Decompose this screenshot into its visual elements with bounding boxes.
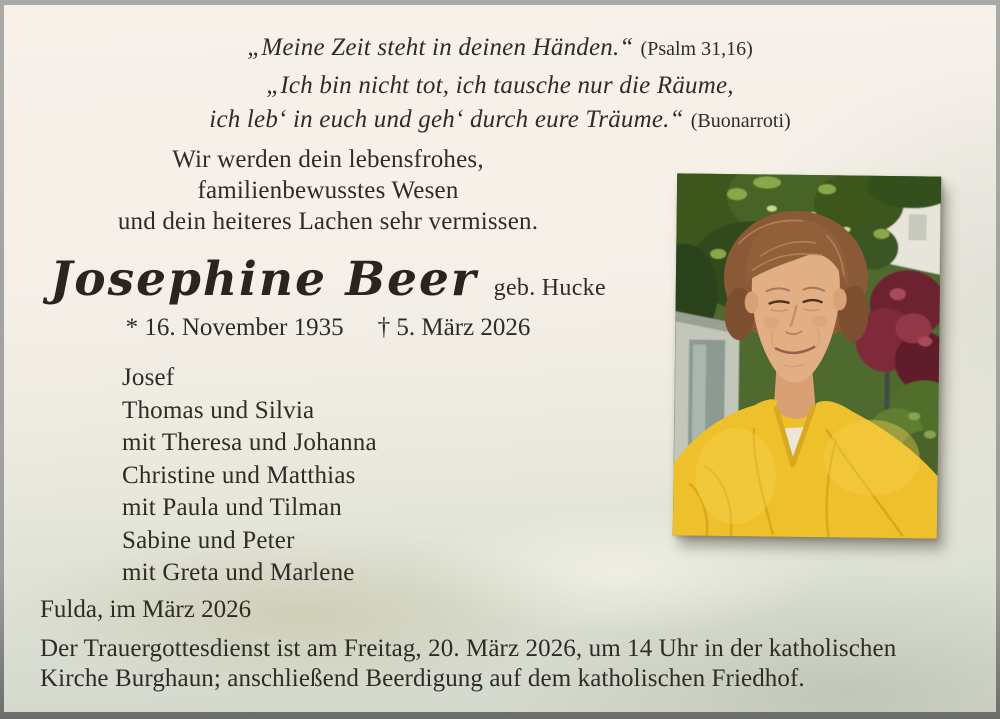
mourner-line: Sabine und Peter xyxy=(122,526,295,554)
tribute-text xyxy=(4,144,652,237)
tribute-line3: und dein heiteres Lachen sehr vermissen. xyxy=(117,208,539,235)
quote-block xyxy=(4,32,996,138)
mourner-line: Christine und Matthias xyxy=(122,461,356,489)
deceased-name: Josephine Beer xyxy=(50,252,478,307)
deceased-name-row xyxy=(4,252,652,307)
quote-buonarroti-source: (Buonarroti) xyxy=(690,110,791,132)
tribute-line1: Wir werden dein lebensfrohes, xyxy=(172,146,484,173)
mourners-list xyxy=(122,362,377,590)
life-dates-row xyxy=(4,314,652,342)
mourner-line: mit Paula und Tilman xyxy=(122,494,343,521)
service-line1: Der Trauergottesdienst ist am Freitag, 20. März 2026, um 14 Uhr in der katholischen xyxy=(40,635,897,662)
maiden-name: geb. Hucke xyxy=(493,275,606,301)
quote-psalm-source: (Psalm 31,16) xyxy=(640,38,753,60)
place-date-line: Fulda, im März 2026 xyxy=(40,596,252,623)
service-announcement xyxy=(40,634,896,693)
birth-date: * 16. November 1935 xyxy=(125,314,344,341)
mourner-line: Josef xyxy=(122,364,175,391)
quote-buonarroti-line1: „Ich bin nicht tot, ich tausche nur die Räume, xyxy=(266,72,734,99)
portrait-photo xyxy=(673,173,941,538)
mourner-line: Thomas und Silvia xyxy=(122,396,315,424)
obituary-card xyxy=(4,5,996,712)
quote-buonarroti-line2: ich leb‘ in euch und geh‘ durch eure Träume.“ (Buonarroti) xyxy=(209,106,791,133)
service-line2: Kirche Burghaun; anschließend Beerdigung auf dem katholischen Friedhof. xyxy=(40,664,805,692)
mourner-line: mit Greta und Marlene xyxy=(122,559,355,586)
mourner-line: mit Theresa und Johanna xyxy=(122,429,377,456)
tribute-line2: familienbewusstes Wesen xyxy=(197,177,459,204)
quote-psalm-line xyxy=(4,32,996,66)
death-date: † 5. März 2026 xyxy=(377,314,531,341)
quote-psalm-text: „Meine Zeit steht in deinen Händen.“ xyxy=(247,34,634,61)
